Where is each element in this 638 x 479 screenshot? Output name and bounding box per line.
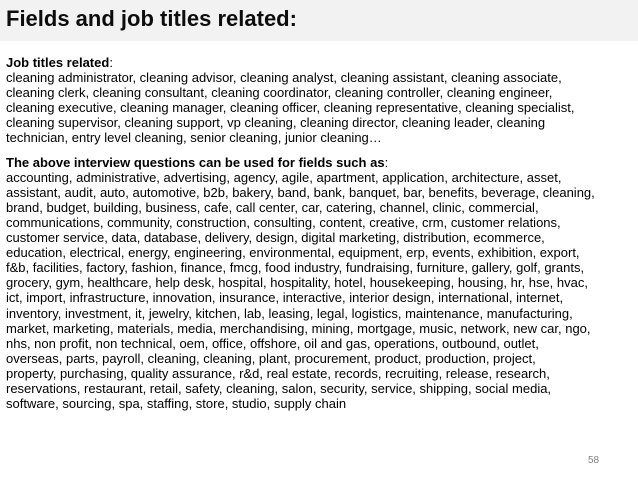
fields-line: accounting, administrative, advertising, agency, agile, apartment, application, architecture, asset, <box>6 169 562 185</box>
fields-line: education, electrical, energy, engineering, environmental, equipment, erp, events, exhibition, export, <box>6 245 580 261</box>
job-titles-heading-text: Job titles related <box>6 55 110 70</box>
fields-heading-text: The above interview questions can be used for fields such as <box>6 154 385 170</box>
fields-line: grocery, gym, healthcare, help desk, hospital, hospitality, hotel, housekeeping, housing, hr, hse, hvac, <box>6 275 588 291</box>
fields-line: f&b, facilities, factory, fashion, finance, fmcg, food industry, fundraising, furniture, gallery, golf, grants, <box>6 260 585 276</box>
fields-line: reservations, restaurant, retail, safety, cleaning, salon, security, service, shipping, social media, <box>6 380 552 396</box>
fields-line: communications, community, construction, consulting, content, creative, crm, customer relations, <box>6 214 561 230</box>
fields-heading <box>6 155 632 170</box>
slide-content <box>6 55 632 411</box>
slide-title: Fields and job titles related: <box>6 6 297 31</box>
job-titles-line: cleaning clerk, cleaning consultant, cleaning coordinator, cleaning controller, cleaning engineer, <box>6 85 553 101</box>
job-titles-list <box>6 70 632 145</box>
fields-line: software, sourcing, spa, staffing, store, studio, supply chain <box>6 396 347 412</box>
fields-line: property, purchasing, quality assurance, r&d, real estate, records, recruiting, release, research, <box>6 365 550 381</box>
fields-line: brand, budget, building, business, cafe, call center, car, catering, channel, clinic, commercial, <box>6 199 539 215</box>
job-titles-heading-colon: : <box>109 55 113 70</box>
fields-line: nhs, non profit, non technical, oem, office, offshore, oil and gas, operations, outbound, outlet, <box>6 335 539 351</box>
fields-line: market, marketing, materials, media, merchandising, mining, mortgage, music, network, new car, ngo, <box>6 320 591 336</box>
fields-list <box>6 170 632 412</box>
job-titles-heading <box>6 55 632 70</box>
fields-heading-colon: : <box>384 154 389 170</box>
fields-line: overseas, parts, payroll, cleaning, cleaning, plant, procurement, product, production, project, <box>6 350 536 366</box>
fields-line: ict, import, infrastructure, innovation, insurance, interactive, interior design, international, internet, <box>6 290 564 306</box>
job-titles-line: cleaning executive, cleaning manager, cleaning officer, cleaning representative, cleaning specialist, <box>6 100 575 116</box>
job-titles-line: cleaning supervisor, cleaning support, vp cleaning, cleaning director, cleaning leader, cleaning <box>6 115 546 131</box>
title-bar <box>0 0 638 41</box>
fields-line: assistant, audit, auto, automotive, b2b, bakery, band, bank, banquet, bar, benefits, beverage, cleaning, <box>6 184 595 200</box>
job-titles-line: technician, entry level cleaning, senior cleaning, junior cleaning… <box>6 130 382 146</box>
fields-line: inventory, investment, it, jewelry, kitchen, lab, leasing, legal, logistics, maintenance, manufacturing, <box>6 305 573 321</box>
section-spacer <box>6 146 632 155</box>
job-titles-line: cleaning administrator, cleaning advisor, cleaning analyst, cleaning assistant, cleaning associate, <box>6 70 562 86</box>
page-number: 58 <box>588 455 600 466</box>
fields-line: customer service, data, database, delivery, design, digital marketing, distribution, ecommerce, <box>6 230 545 246</box>
